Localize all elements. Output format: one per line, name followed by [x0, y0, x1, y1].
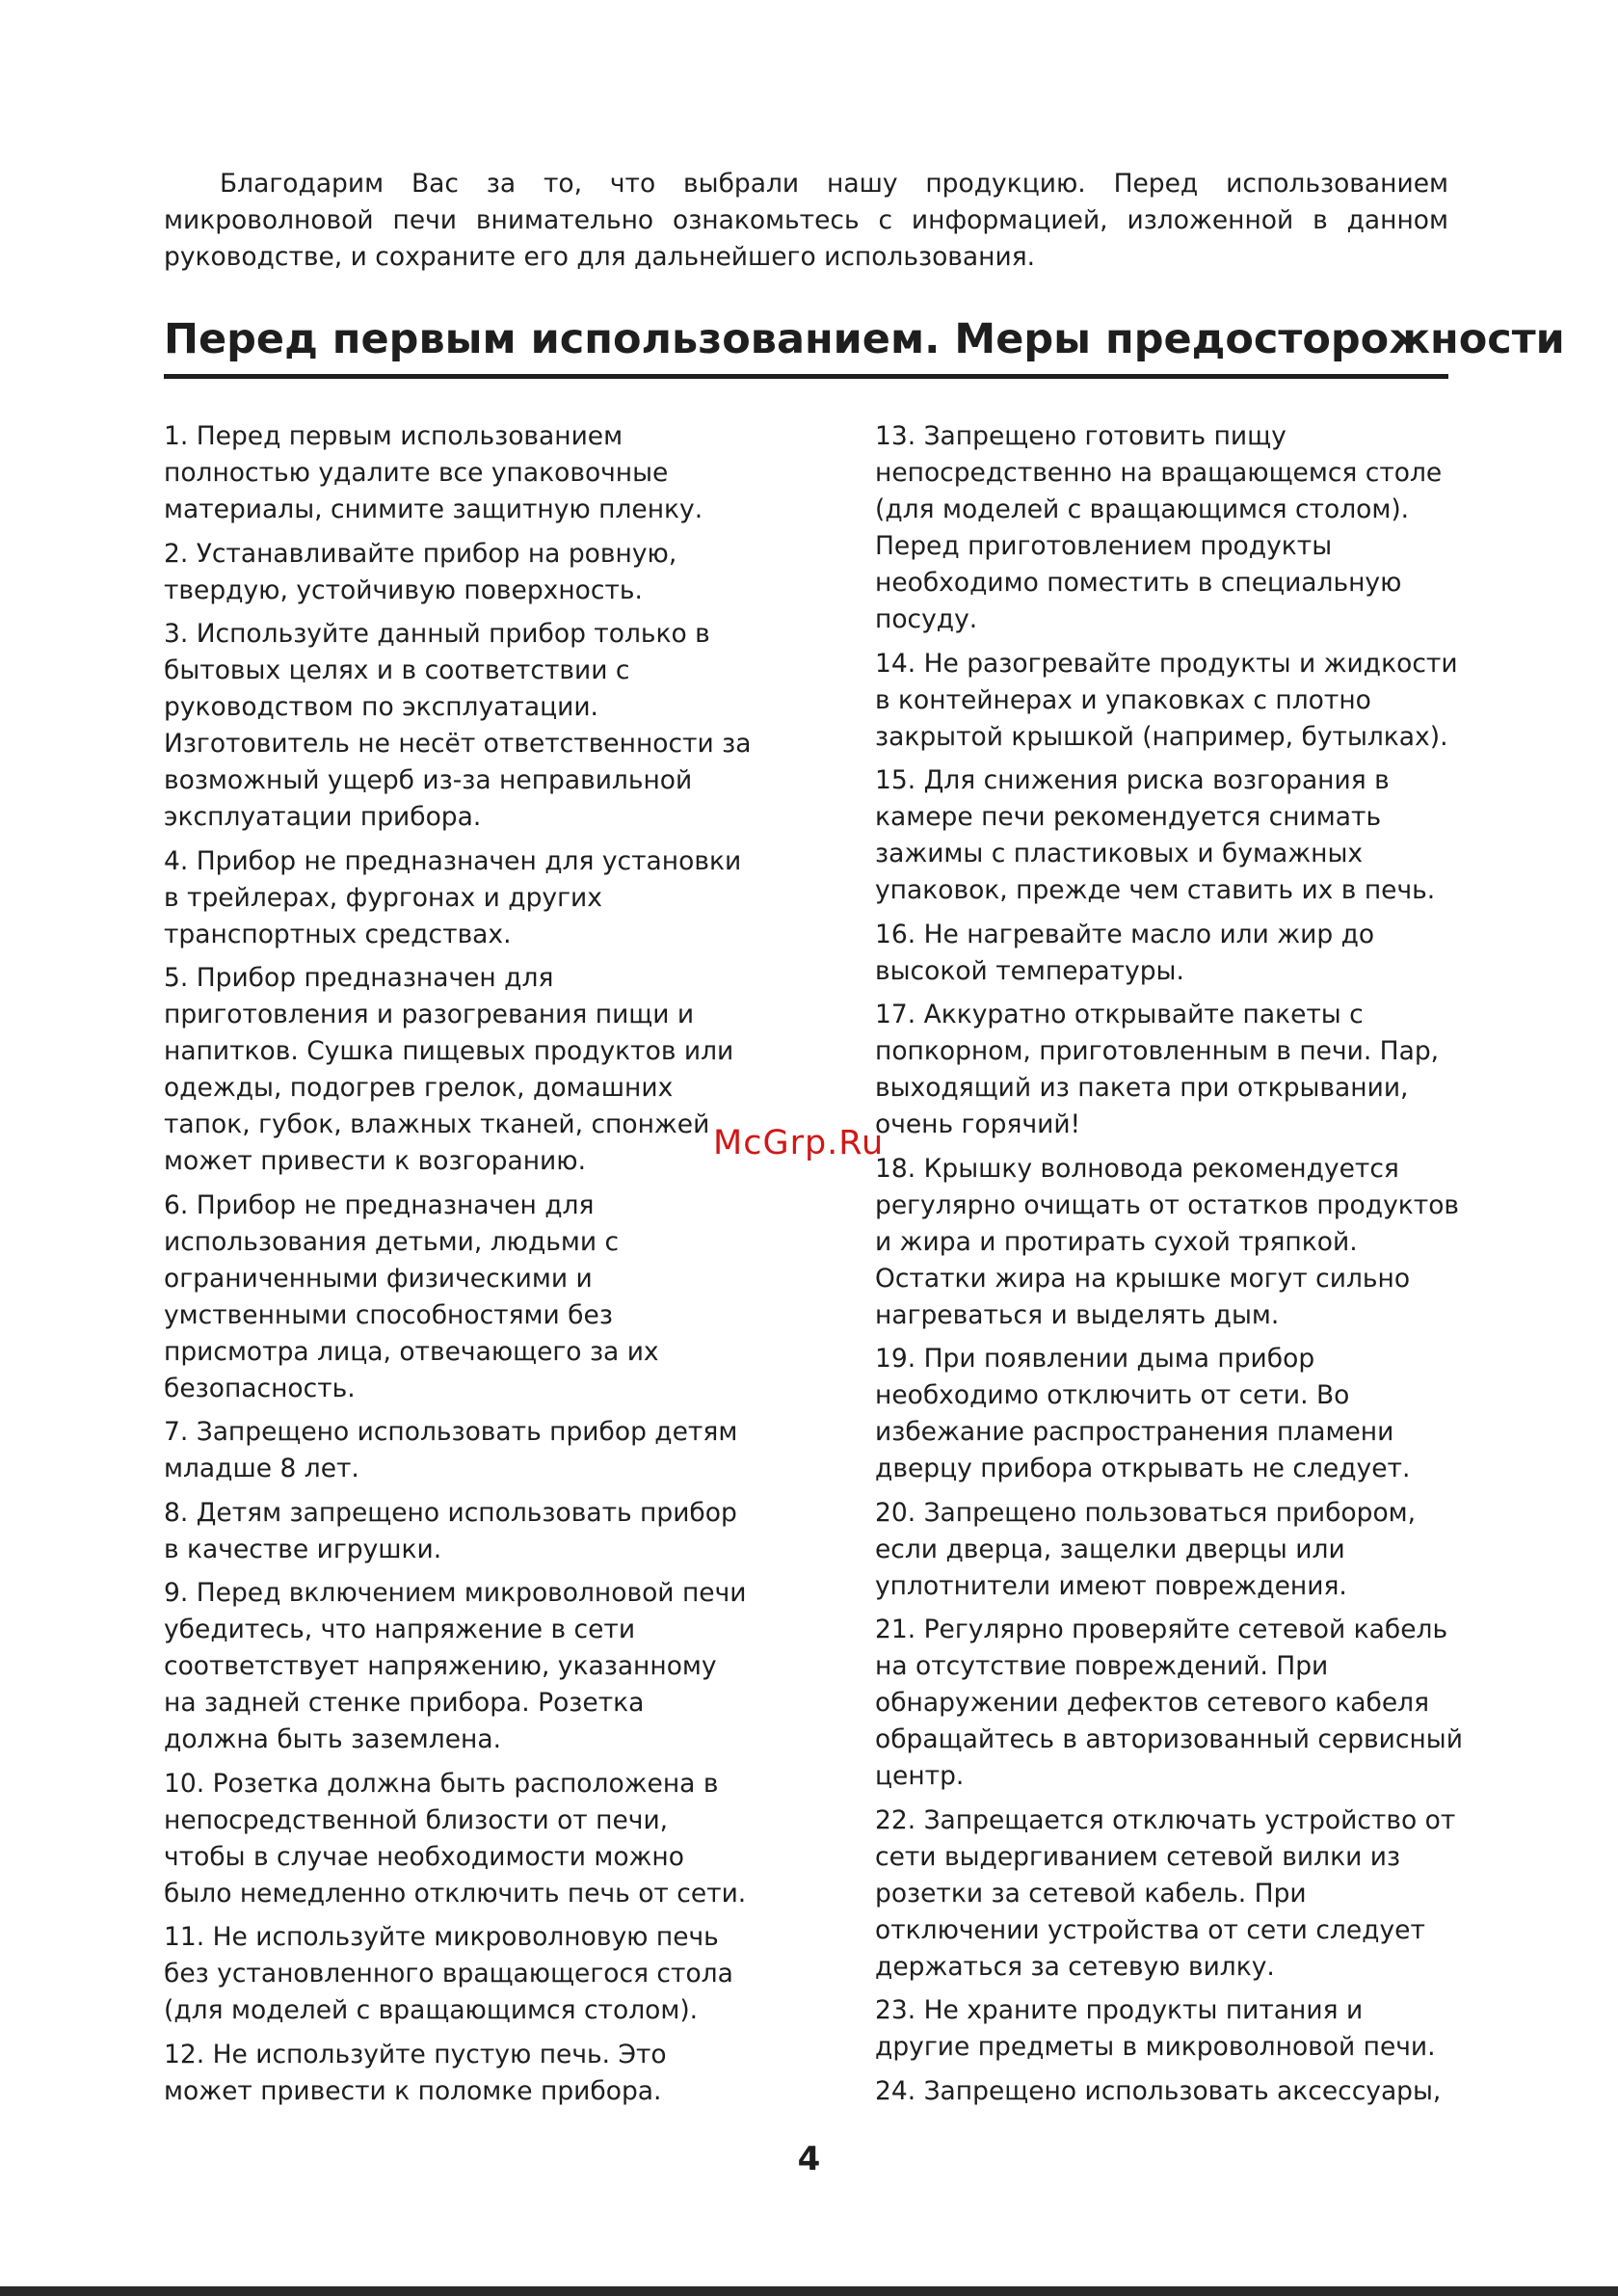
precautions-list-left — [164, 418, 752, 2117]
list-item: 15. Для снижения риска возгорания в камере печи рекомендуется снимать зажимы с пластиковых и бумажных упаковок, прежде чем ставить их в печь. — [875, 765, 1436, 905]
list-item: 9. Перед включением микроволновой печи убедитесь, что напряжение в сети соответствует напряжению, указанному на задней стенке прибора. Розетка должна быть заземлена. — [164, 1578, 747, 1754]
page-bottom-edge — [0, 2286, 1618, 2296]
list-item: 12. Не используйте пустую печь. Это может привести к поломке прибора. — [164, 2039, 667, 2106]
list-item: 18. Крышку волновода рекомендуется регулярно очищать от остатков продуктов и жира и протирать сухой тряпкой. Остатки жира на крышке могут сильно нагреваться и выделять дым. — [875, 1153, 1460, 1330]
page-number: 4 — [797, 2140, 821, 2178]
list-item: 2. Устанавливайте прибор на ровную, твердую, устойчивую поверхность. — [164, 538, 677, 605]
list-item: 6. Прибор не предназначен для использования детьми, людьми с ограниченными физическими и умственными способностями без присмотра лица, отвечающего за их безопасность. — [164, 1189, 659, 1403]
list-item: 16. Не нагревайте масло или жир до высокой температуры. — [875, 919, 1375, 986]
list-item: 14. Не разогревайте продукты и жидкости в контейнерах и упаковках с плотно закрытой крышкой (например, бутылках). — [875, 648, 1458, 752]
watermark: McGrp.Ru — [713, 1124, 885, 1162]
intro-paragraph: Благодарим Вас за то, что выбрали нашу продукцию. Перед использованием микроволновой печи внимательно ознакомьтесь с информацией, изложенной в данном руководстве, и сохраните его для дальнейшего использования. — [164, 169, 1448, 272]
list-item: 17. Аккуратно открывайте пакеты с попкорном, приготовленным в печи. Пар, выходящий из пакета при открывании, очень горячий! — [875, 1000, 1440, 1139]
list-item: 24. Запрещено использовать аксессуары, — [875, 2075, 1442, 2106]
list-item: 22. Запрещается отключать устройство от сети выдергиванием сетевой вилки из розетки за сетевой кабель. При отключении устройства от сети следует держаться за сетевую вилку. — [875, 1804, 1456, 1982]
list-item: 7. Запрещено использовать прибор детям младше 8 лет. — [164, 1417, 738, 1483]
list-item: 3. Используйте данный прибор только в бытовых целях и в соответствии с руководством по эксплуатации. Изготовитель не несёт ответственности за возможный ущерб из-за неправильной эксплуатации прибора. — [164, 619, 752, 832]
list-item: 8. Детям запрещено использовать прибор в качестве игрушки. — [164, 1497, 737, 1564]
list-item: 20. Запрещено пользоваться прибором, если дверца, защелки дверцы или уплотнители имеют повреждения. — [875, 1497, 1417, 1601]
heading-underline — [164, 374, 1448, 379]
list-item: 11. Не используйте микроволновую печь без установленного вращающегося стола (для моделей с вращающимся столом). — [164, 1922, 733, 2025]
list-item: 13. Запрещено готовить пищу непосредственно на вращающемся столе (для моделей с вращающимся столом). Перед приготовлением продукты необходимо поместить в специальную посуду. — [875, 421, 1443, 634]
list-item: 4. Прибор не предназначен для установки в трейлерах, фургонах и других транспортных средствах. — [164, 845, 742, 949]
precautions-list-right — [875, 418, 1463, 2117]
list-item: 21. Регулярно проверяйте сетевой кабель на отсутствие повреждений. При обнаружении дефектов сетевого кабеля обращайтесь в авторизованный сервисный центр. — [875, 1615, 1463, 1791]
list-item: 5. Прибор предназначен для приготовления и разогревания пищи и напитков. Сушка пищевых продуктов или одежды, подогрев грелок, домашних тапок, губок, влажных тканей, спонжей может привести к возгоранию. — [164, 963, 734, 1176]
list-item: 10. Розетка должна быть расположена в непосредственной близости от печи, чтобы в случае необходимости можно было немедленно отключить печь от сети. — [164, 1768, 747, 1909]
section-heading: Перед первым использованием. Меры предосторожности — [164, 315, 1565, 363]
list-item: 23. Не храните продукты питания и другие предметы в микроволновой печи. — [875, 1995, 1436, 2062]
list-item: 1. Перед первым использованием полностью удалите все упаковочные материалы, снимите защитную пленку. — [164, 421, 703, 524]
list-item: 19. При появлении дыма прибор необходимо отключить от сети. Во избежание распространения пламени дверцу прибора открывать не следует. — [875, 1344, 1411, 1483]
